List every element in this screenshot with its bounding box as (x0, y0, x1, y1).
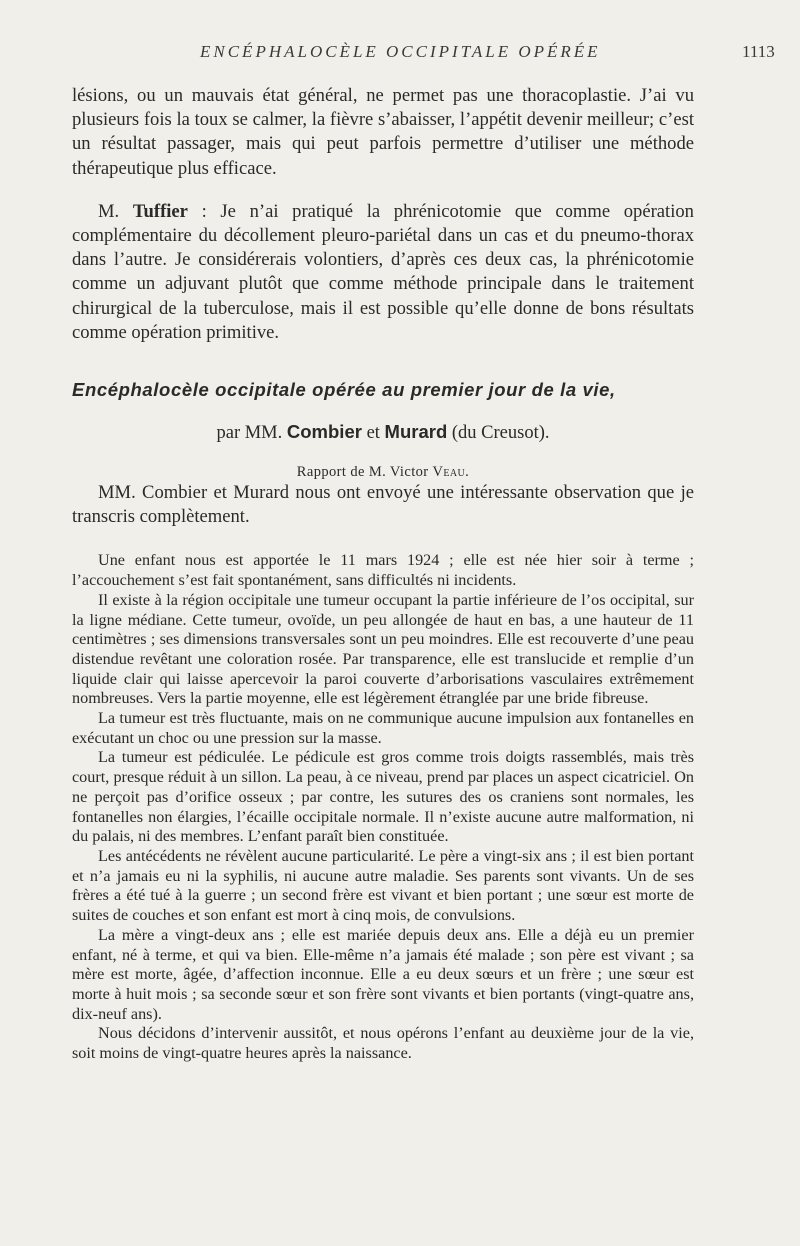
rapport-prefix: Rapport de M. Victor (296, 464, 433, 481)
observation-paragraph: Il existe à la région occipitale une tumeur occupant la partie inférieure de l’os occipital, sur la ligne médiane. Cette tumeur, ovoïde, un peu allongée de haut en bas, a une hauteur de 11 centimètres ; ses dimensions transversales sont un peu moindres. Elle est recouverte d’une peau distendue revêtant une coloration rosée. Par transparence, elle est translucide et remplie d’un liquide clair qui laisse apercevoir la paroi couverte d’arborisations vasculaires extrêmement nombreuses. Vers la partie moyenne, elle est légèrement étranglée par une bride fibreuse. (72, 590, 694, 708)
rapport-name: Veau (432, 464, 466, 481)
article-title: Encéphalocèle occipitale opérée au premier jour de la vie, (72, 379, 616, 401)
intro-paragraph: MM. Combier et Murard nous ont envoyé une intéressante observation que je transcris complètement. (72, 482, 694, 528)
running-title: ENCÉPHALOCÈLE OCCIPITALE OPÉRÉE (200, 42, 601, 61)
observation-paragraph: La mère a vingt-deux ans ; elle est mariée depuis deux ans. Elle a déjà eu un premier enfant, né à terme, et qui va bien. Elle-même n’a jamais été malade ; son père est vivant ; sa mère est morte, âgée, d’affection inconnue. Elle a eu deux sœurs et un frère ; une sœur est morte à huit mois ; sa seconde sœur et son frère sont vivants et bien portants (vingt-quatre ans, dix-neuf ans). (72, 925, 694, 1023)
observation-paragraph: Les antécédents ne révèlent aucune particularité. Le père a vingt-six ans ; il est bien portant et n’a jamais eu ni la syphilis, ni aucune autre maladie. Ses parents sont vivants. Un de ses frères a été tué à la guerre ; un second frère est vivant et bien portant ; une sœur est morte de suites de couches et son enfant est mort à cinq mois, de convulsions. (72, 846, 694, 925)
continuation-paragraph: lésions, ou un mauvais état général, ne permet pas une thoracoplastie. J’ai vu plusieurs fois la toux se calmer, la fièvre s’abaisser, l’appétit devenir meilleur; c’est un résultat passager, mais qui peut parfois permettre d’utiliser une méthode thérapeutique plus efficace. (72, 85, 694, 179)
rapport-suffix: . (465, 464, 470, 481)
author-combier: Combier (286, 421, 362, 443)
tuffier-paragraph (72, 200, 694, 345)
page-number: 1113 (742, 42, 775, 61)
tuffier-text: : Je n’ai pratiqué la phrénicotomie que comme opération complémentaire du décollement pleuro-pariétal dans un cas et du pneumo-thorax dans l’autre. Je considérerais volontiers, d’après ces deux cas, la phrénicotomie comme un adjuvant plutôt que comme méthode principale dans le traitement chirurgical de la tuberculose, mais il est possible qu’elle donne de bons résultats comme opération primitive. (72, 200, 694, 343)
byline-and: et (361, 423, 385, 444)
body-text (72, 84, 694, 1064)
speaker-prefix: M. (98, 200, 133, 222)
observation-paragraph: La tumeur est pédiculée. Le pédicule est gros comme trois doigts rassemblés, mais très court, presque réduit à un sillon. La peau, à ce niveau, prend par places un aspect cicatriciel. On ne perçoit pas d’orifice osseux ; par contre, les sutures des os craniens sont normales, les fontanelles non élargies, l’écaille occipitale normale. Il n’existe aucune autre malformation, ni du palais, ni des membres. L’enfant paraît bien constituée. (72, 748, 694, 846)
author-murard: Murard (384, 421, 448, 443)
observation-paragraph: Une enfant nous est apportée le 11 mars 1924 ; elle est née hier soir à terme ; l’accouchement s’est fait spontanément, sans difficultés ni incidents. (72, 551, 694, 590)
byline-suffix: (du Creusot). (447, 423, 550, 444)
observation-paragraph: La tumeur est très fluctuante, mais on ne communique aucune impulsion aux fontanelles en exécutant un choc ou une pression sur la masse. (72, 709, 694, 747)
rapport-line (72, 464, 694, 481)
article-byline (72, 421, 694, 444)
speaker-name: Tuffier (132, 200, 188, 222)
observation-text (72, 551, 694, 1063)
byline-prefix: par MM. (216, 423, 287, 444)
observation-paragraph: Nous décidons d’intervenir aussitôt, et nous opérons l’enfant au deuxième jour de la vie, soit moins de vingt-quatre heures après la naissance. (72, 1024, 694, 1063)
running-head (0, 42, 800, 66)
section-gap (72, 345, 694, 379)
paragraph-gap (72, 181, 694, 200)
